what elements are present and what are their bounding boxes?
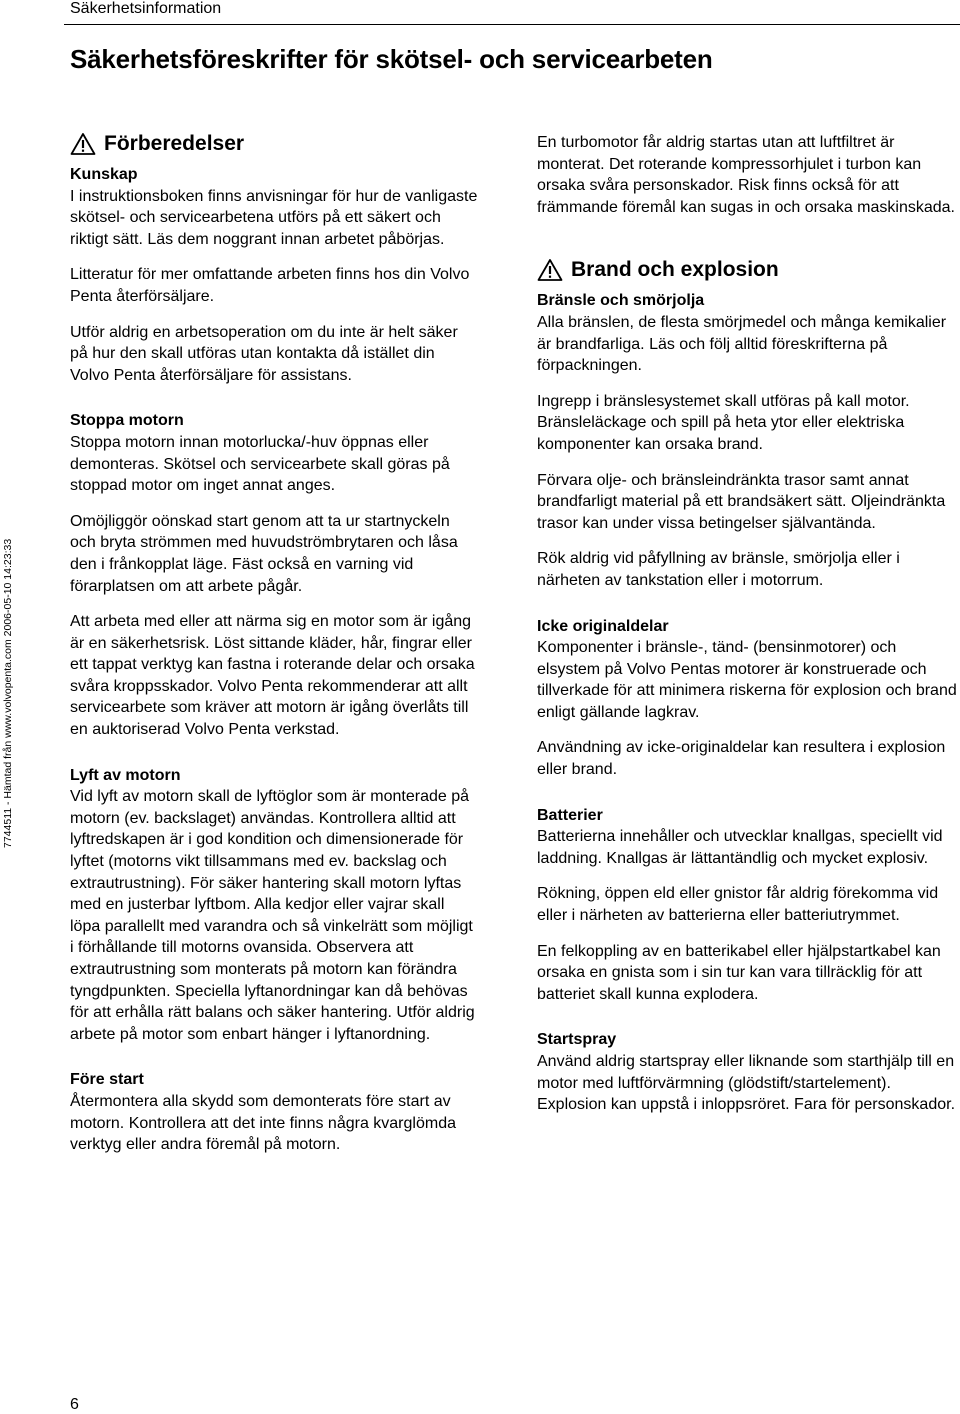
paragraph: Rökning, öppen eld eller gnistor får aldrig förekomma vid eller i närheten av batterierna eller batteriutrymmet. xyxy=(537,885,939,925)
paragraph: Alla bränslen, de flesta smörjmedel och många kemikalier är brandfarliga. Läs och följ alltid föreskrifterna på förpackningen. xyxy=(537,313,947,375)
paragraph: Använd aldrig startspray eller liknande som starthjälp till en motor med luftförvärmning (glödstift/startelement). Explosion kan uppstå i inloppsröret. Fara för personskador. xyxy=(537,1053,956,1114)
paragraph: Batterierna innehåller och utvecklar knallgas, speciellt vid laddning. Knallgas är lättantändlig och mycket explosiv. xyxy=(537,828,943,867)
side-note-text: 7744511 - Hämtad från www.volvopenta.com 2006-05-10 14:23:33 xyxy=(2,538,14,848)
subheading-startspray: Startspray xyxy=(537,1031,617,1049)
paragraph: Komponenter i bränsle-, tänd- (bensinmotorer) och elsystem på Volvo Pentas motorer är konstruerade och tillverkade för att minimera riskerna för explosion och brand enligt gällande lagkrav. xyxy=(537,639,957,721)
section-heading-text: Förberedelser xyxy=(104,132,245,155)
paragraph: Vid lyft av motorn skall de lyftöglor som är monterade på motorn (ev. backslaget) användas. Kontrollera alltid att lyftredskapen är i god kondition och dimensionerade för lyftet (motorns vikt tillsammans med ev. backslag och extrautrustning). För säker hantering skall motorn lyftas med en justerbar lyftbom. Alla kedjor eller vajrar skall löpa parallellt med varandra och så vinkelrätt som möjligt i förhållande till motorns ovansida. Observera att extrautrustning som monterats på motorn kan förändra tyngdpunkten. Speciella lyftanordningar kan då behövas för att erhålla rätt balans och säker hantering. Utför aldrig arbete på motor som enbart hänger i lyftanordning. xyxy=(70,788,475,1043)
right-column xyxy=(537,132,957,1130)
paragraph: Utför aldrig en arbetsoperation om du inte är helt säker på hur den skall utföras utan kontakta då istället din Volvo Penta återförsäljare för assistans. xyxy=(70,323,458,384)
subheading-kunskap: Kunskap xyxy=(70,166,138,183)
page-number: 6 xyxy=(70,1396,79,1413)
subheading-bransle-och-smorjolja: Bränsle och smörjolja xyxy=(537,292,705,310)
paragraph: Förvara olje- och bränsleindränkta trasor samt annat brandfarligt material på ett brandsäkert sätt. Oljeindränkta trasor kan under vissa betingelser självantända. xyxy=(537,471,946,532)
paragraph: Rök aldrig vid påfyllning av bränsle, smörjolja eller i närheten av tankstation eller i motorrum. xyxy=(537,550,900,589)
header-section-label: Säkerhetsinformation xyxy=(70,0,222,17)
paragraph: Användning av icke-originaldelar kan resultera i explosion eller brand. xyxy=(537,739,946,779)
page-title: Säkerhetsföreskrifter för skötsel- och servicearbeten xyxy=(70,44,713,74)
paragraph: Ingrepp i bränslesystemet skall utföras på kall motor. Bränsleläckage och spill på heta ytor eller elektriska komponenter kan orsaka brand. xyxy=(537,392,910,453)
warning-triangle-icon xyxy=(70,132,96,156)
paragraph: Stoppa motorn innan motorlucka/-huv öppnas eller demonteras. Skötsel och servicearbete skall göras på stoppad motor om inget annat anges. xyxy=(70,433,450,495)
paragraph: Omöjliggör oönskad start genom att ta ur startnyckeln och bryta strömmen med huvudströmbrytaren och låsa den i frånkopplat läge. Fäst också en varning vid förarplatsen om att arbete pågår. xyxy=(70,512,458,595)
paragraph: Litteratur för mer omfattande arbeten finns hos din Volvo Penta återförsäljare. xyxy=(70,266,470,305)
left-column xyxy=(70,132,478,1170)
subheading-stoppa-motorn: Stoppa motorn xyxy=(70,412,184,430)
section-heading-text: Brand och explosion xyxy=(571,258,779,282)
paragraph: I instruktionsboken finns anvisningar för hur de vanligaste skötsel- och servicearbetena utförs på ett säkert och riktigt sätt. Läs dem noggrant innan arbetet påbörjas. xyxy=(70,187,478,248)
side-note xyxy=(0,540,16,848)
paragraph: Återmontera alla skydd som demonterats före start av motorn. Kontrollera att det inte finns några kvarglömda verktyg eller andra föremål på motorn. xyxy=(70,1092,456,1154)
section-heading-fire-explosion xyxy=(537,258,957,282)
subheading-batterier: Batterier xyxy=(537,806,603,824)
subheading-icke-originaldelar: Icke originaldelar xyxy=(537,617,669,635)
paragraph-turbo: En turbomotor får aldrig startas utan att luftfiltret är monterat. Det roterande kompressorhjulet i turbon kan orsaka svåra personskador. Risk finns också för att främmande föremål kan sugas in och orsaka maskinskada. xyxy=(537,134,955,216)
paragraph: Att arbeta med eller att närma sig en motor som är igång är en säkerhetsrisk. Löst sittande kläder, hår, fingrar eller ett tappat verktyg kan fastna i roterande delar och orsaka svåra kroppsskador. Volvo Penta rekommenderar att allt servicearbete som kräver att motorn är igång överlåts till en auktoriserad Volvo Penta verkstad. xyxy=(70,613,475,739)
subheading-lyft-av-motorn: Lyft av motorn xyxy=(70,766,181,784)
subheading-fore-start: Före start xyxy=(70,1071,144,1089)
section-heading-preparations xyxy=(70,132,478,156)
header-divider xyxy=(64,24,960,25)
paragraph: En felkoppling av en batterikabel eller hjälpstartkabel kan orsaka en gnista som i sin tur kan vara tillräcklig för att batteriet skall kunna explodera. xyxy=(537,942,941,1003)
warning-triangle-icon xyxy=(537,258,563,282)
